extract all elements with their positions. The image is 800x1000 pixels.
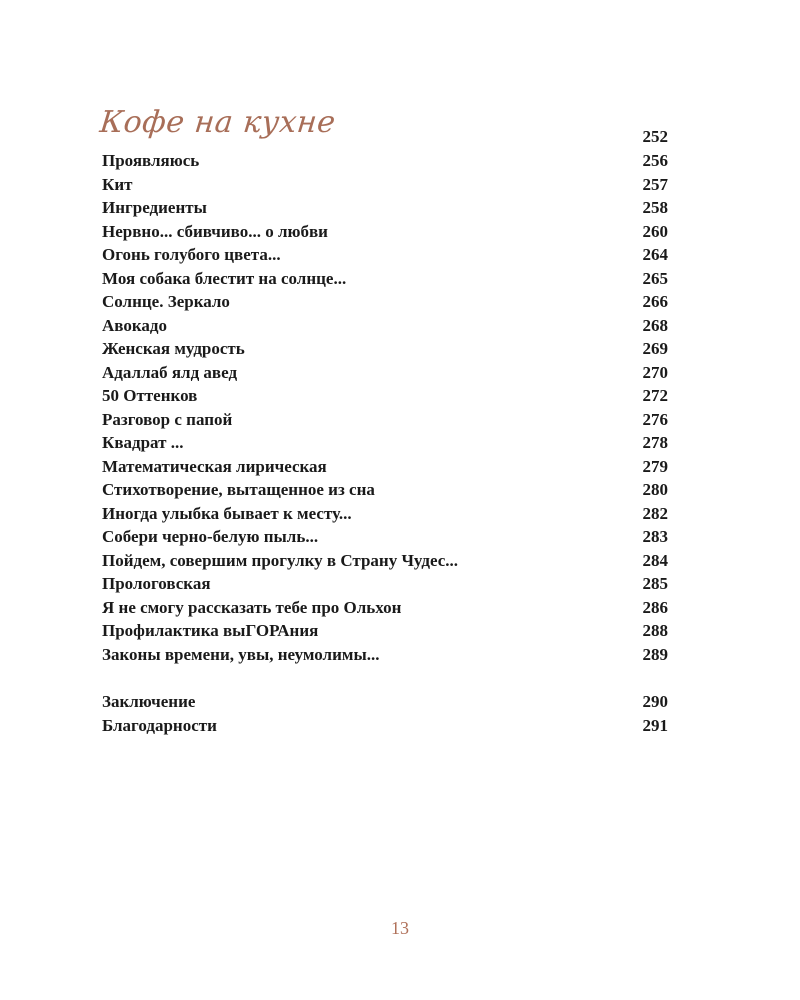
toc-entry[interactable] — [102, 549, 668, 573]
table-of-contents — [102, 125, 668, 737]
toc-entry-page: 291 — [642, 715, 668, 735]
page-number: 13 — [391, 918, 409, 938]
toc-entry-title: Профилактика выГОРАния — [102, 621, 319, 640]
toc-entry[interactable] — [102, 455, 668, 479]
toc-entry-title: Женская мудрость — [102, 339, 245, 358]
toc-entry[interactable] — [102, 502, 668, 526]
toc-entry[interactable] — [102, 337, 668, 361]
toc-entry-page: 266 — [642, 292, 668, 311]
toc-entry-title: Авокадо — [102, 315, 167, 335]
toc-entry-title: Законы времени, увы, неумолимы... — [102, 644, 380, 664]
section-title: Кофе на кухне — [98, 105, 338, 140]
toc-entry-page: 290 — [642, 692, 668, 711]
section-page-number: 252 — [642, 127, 668, 146]
section-spacer — [102, 666, 668, 690]
toc-entry-page: 258 — [642, 198, 668, 217]
toc-entry-page: 278 — [642, 433, 668, 452]
toc-entry-page: 265 — [642, 268, 668, 288]
toc-entry-page: 283 — [642, 527, 668, 546]
toc-entry[interactable] — [102, 314, 668, 338]
toc-entry-title: Солнце. Зеркало — [102, 292, 230, 311]
toc-entry-title: Пойдем, совершим прогулку в Страну Чудес... — [102, 550, 459, 570]
toc-entry-title: Кит — [102, 174, 133, 194]
toc-entry-title: Заключение — [102, 692, 196, 711]
toc-entry-page: 280 — [642, 480, 668, 499]
toc-entry[interactable] — [102, 572, 668, 596]
toc-entry-title: Моя собака блестит на солнце... — [102, 268, 347, 288]
toc-entry-title: Разговор с папой — [102, 409, 233, 429]
toc-entry-page: 270 — [642, 362, 668, 382]
toc-entry[interactable] — [102, 243, 668, 267]
toc-entry-page: 268 — [642, 315, 668, 335]
toc-entry[interactable] — [102, 290, 668, 314]
toc-entry[interactable] — [102, 596, 668, 620]
toc-entry-page: 286 — [642, 597, 668, 617]
toc-entry-page: 289 — [642, 644, 668, 664]
toc-entry[interactable] — [102, 643, 668, 667]
toc-entry-title: Проявляюсь — [102, 151, 200, 170]
toc-entry-title: Собери черно-белую пыль... — [102, 527, 319, 546]
toc-entry-page: 257 — [642, 174, 668, 194]
toc-entry[interactable] — [102, 361, 668, 385]
toc-entry[interactable] — [102, 267, 668, 291]
toc-entry-title: Огонь голубого цвета... — [102, 245, 281, 264]
toc-entry-title: Ингредиенты — [102, 198, 207, 217]
toc-entry[interactable] — [102, 173, 668, 197]
toc-entry-page: 282 — [642, 503, 668, 523]
toc-entry[interactable] — [102, 431, 668, 455]
toc-entry-page: 288 — [642, 621, 668, 640]
toc-entry-title: Математическая лирическая — [102, 456, 327, 476]
toc-entry-page: 284 — [642, 550, 668, 570]
toc-entry[interactable] — [102, 196, 668, 220]
toc-entry-title: Благодарности — [102, 715, 217, 735]
toc-entry-page: 276 — [642, 409, 668, 429]
toc-entry-page: 264 — [642, 245, 668, 264]
toc-entry-acknowledgements[interactable] — [102, 714, 668, 738]
toc-entry[interactable] — [102, 408, 668, 432]
toc-entry[interactable] — [102, 384, 668, 408]
toc-entry-title: Прологовская — [102, 574, 211, 593]
toc-entry-title: Адаллаб ялд авед — [102, 362, 238, 382]
toc-entry-page: 285 — [642, 574, 668, 593]
toc-entry-title: Квадрат ... — [102, 433, 184, 452]
toc-entry-title: Иногда улыбка бывает к месту... — [102, 503, 352, 523]
toc-entry[interactable] — [102, 220, 668, 244]
toc-entry-conclusion[interactable] — [102, 690, 668, 714]
toc-entry[interactable] — [102, 619, 668, 643]
toc-entry-page: 269 — [642, 339, 668, 358]
toc-entry-page: 272 — [642, 386, 668, 405]
toc-entry[interactable] — [102, 525, 668, 549]
toc-entry-title: 50 Оттенков — [102, 386, 198, 405]
toc-entry-page: 256 — [642, 151, 668, 170]
toc-entry-page: 279 — [642, 456, 668, 476]
toc-entry-title: Я не смогу рассказать тебе про Ольхон — [102, 597, 402, 617]
section-page-row — [102, 125, 668, 149]
toc-entry-title: Нервно... сбивчиво... о любви — [102, 221, 328, 241]
toc-entry-page: 260 — [642, 221, 668, 241]
toc-entry[interactable] — [102, 478, 668, 502]
toc-entry[interactable] — [102, 149, 668, 173]
toc-entry-title: Стихотворение, вытащенное из сна — [102, 480, 375, 499]
